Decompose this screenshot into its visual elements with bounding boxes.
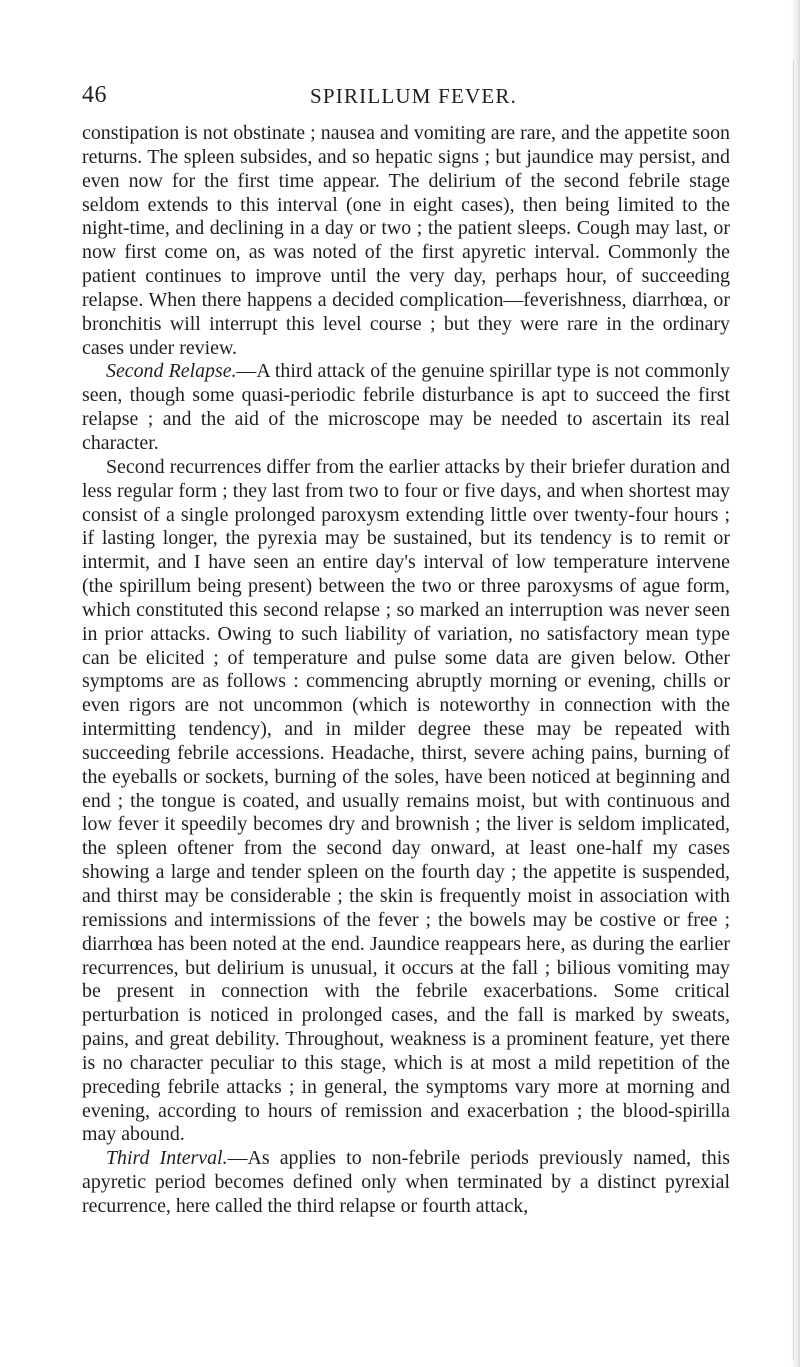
- paragraph-second-recurrences: Second recurrences differ from the earlier attacks by their briefer duration and less regular form ; they last from two to four or five days, and when shortest may consist of a single prolonged paroxysm extending little over twenty-four hours ; if lasting longer, the pyrexia may be sustained, but its tendency is to remit or intermit, and I have seen an entire day's interval of low temperature intervene (the spirillum being present) between the two or three paroxysms of ague form, which constituted this second relapse ; so marked an interruption was never seen in prior attacks. Owing to such liability of variation, no satisfactory mean type can be elicited ; of temperature and pulse some data are given below. Other symptoms are as follows : commencing abruptly morning or evening, chills or even rigors are not uncommon (which is noteworthy in connection with the intermitting tendency), and in milder degree these may be repeated with succeeding febrile accessions. Headache, thirst, severe aching pains, burning of the eyeballs or sockets, burning of the soles, have been noticed at beginning and end ; the tongue is coated, and usually remains moist, but with continuous and low fever it speedily becomes dry and brownish ; the liver is seldom implicated, the spleen oftener from the second day onward, at least one-half my cases showing a large and tender spleen on the fourth day ; the appetite is suspended, and thirst may be considerable ; the skin is frequently moist in association with remissions and intermissions of the fever ; the bowels may be costive or free ; diarrhœa has been noted at the end. Jaundice reappears here, as during the earlier recurrences, but delirium is unusual, it occurs at the fall ; bilious vomiting may be present in connection with the febrile exacerbations. Some critical perturbation is noticed in prolonged cases, and the fall is marked by sweats, pains, and great debility. Throughout, weakness is a prominent feature, yet there is no character peculiar to this stage, which is at most a mild repetition of the preceding febrile attacks ; in general, the symptoms vary more at morning and evening, according to hours of remission and exacerbation ; the blood-spirilla may abound.: [82, 455, 730, 1146]
- paragraph-second-relapse: [82, 360, 730, 455]
- running-title: SPIRILLUM FEVER.: [310, 84, 518, 108]
- running-header: [82, 82, 730, 112]
- paragraph-text: —As applies to non-febrile periods previously named, this apyretic period becomes defined only when terminated by a distinct pyrexial recurrence, here called the third relapse or fourth attack,: [82, 1147, 730, 1217]
- section-heading-third-interval: Third Interval.: [106, 1147, 228, 1170]
- paragraph-third-interval: [82, 1147, 730, 1219]
- page-number: 46: [82, 82, 107, 108]
- section-heading-second-relapse: Second Relapse.: [106, 360, 237, 383]
- paragraph-text: —A third attack of the genuine spirillar type is not commonly seen, though some quasi-periodic febrile disturbance is apt to succeed the first relapse ; and the aid of the microscope may be needed to ascertain its real character.: [82, 360, 730, 454]
- body-text: [82, 122, 730, 1219]
- paragraph-continuation: constipation is not obstinate ; nausea and vomiting are rare, and the appetite soon returns. The spleen subsides, and so hepatic signs ; but jaundice may persist, and even now for the first time appear. The delirium of the second febrile stage seldom extends to this interval (one in eight cases), then being limited to the night-time, and declining in a day or two ; the patient sleeps. Cough may last, or now first come on, as was noted of the first apyretic interval. Commonly the patient continues to improve until the very day, perhaps hour, of succeeding relapse. When there happens a decided complication—feverishness, diarrhœa, or bronchitis will interrupt this level course ; but they were rare in the ordinary cases under review.: [82, 122, 730, 359]
- page-edge-line: [793, 60, 794, 1360]
